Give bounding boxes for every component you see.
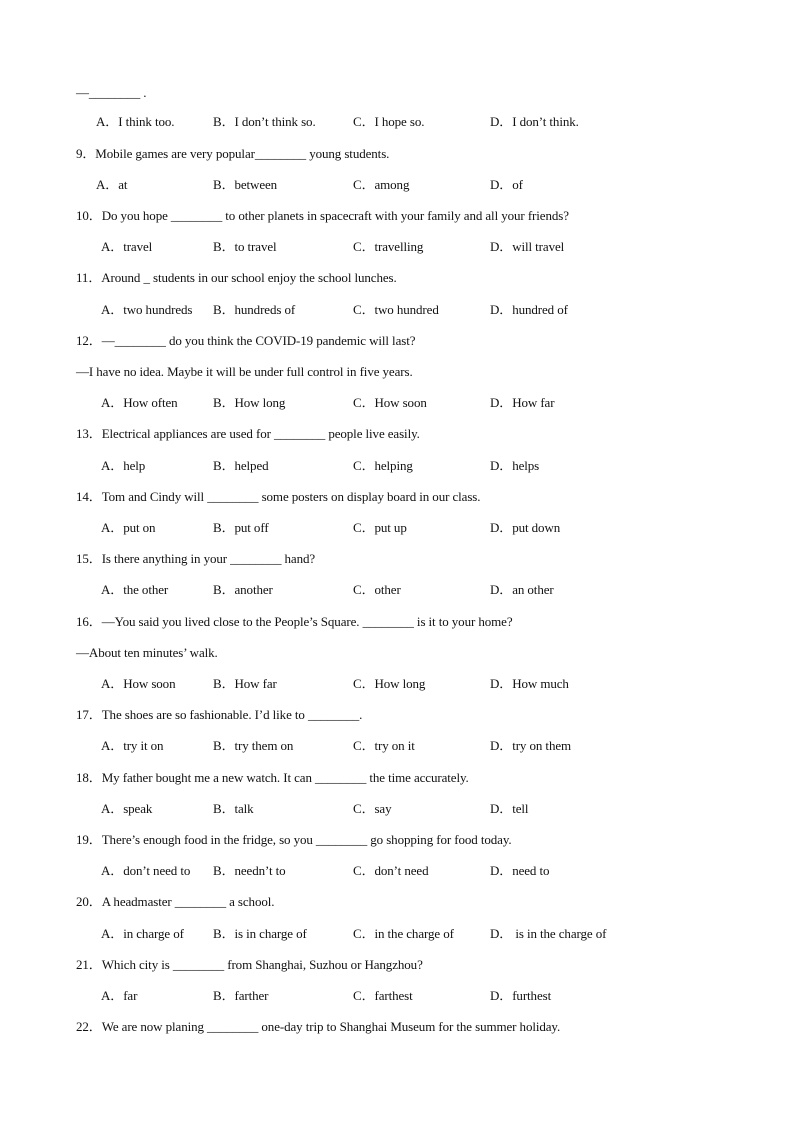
option-b: B．put off xyxy=(213,520,269,535)
question-stem: 13．Electrical appliances are used for ________ people live easily. xyxy=(76,426,420,441)
option-c: C．don’t need xyxy=(353,863,429,878)
option-a: A．travel xyxy=(101,239,153,254)
question-stem: 12．—________ do you think the COVID-19 pandemic will last? xyxy=(76,333,416,348)
option-b: B．helped xyxy=(213,458,269,473)
option-d: D．furthest xyxy=(490,988,552,1003)
option-c: C．put up xyxy=(353,520,407,535)
question-stem: 18．My father bought me a new watch. It can ________ the time accurately. xyxy=(76,770,469,785)
option-c: C．two hundred xyxy=(353,302,439,317)
question-stem: 20．A headmaster ________ a school. xyxy=(76,894,275,909)
question-stem: 15．Is there anything in your ________ hand? xyxy=(76,551,316,566)
option-d: D．of xyxy=(490,177,523,192)
option-d: D．helps xyxy=(490,458,540,473)
option-c: C．travelling xyxy=(353,239,424,254)
question-stem: —________ . xyxy=(76,85,147,100)
option-d: D．try on them xyxy=(490,738,572,753)
option-d: D．I don’t think. xyxy=(490,114,579,129)
option-a: A．far xyxy=(101,988,138,1003)
option-a: A．don’t need to xyxy=(101,863,191,878)
option-a: A．the other xyxy=(101,582,169,597)
option-a: A．speak xyxy=(101,801,153,816)
option-c: C．in the charge of xyxy=(353,926,454,941)
option-c: C．among xyxy=(353,177,410,192)
option-c: C．other xyxy=(353,582,401,597)
option-b: B．How far xyxy=(213,676,277,691)
option-d: D．hundred of xyxy=(490,302,568,317)
option-b: B．between xyxy=(213,177,278,192)
option-c: C．How long xyxy=(353,676,426,691)
option-d: D．How far xyxy=(490,395,555,410)
option-b: B．How long xyxy=(213,395,286,410)
question-stem: 14．Tom and Cindy will ________ some posters on display board in our class. xyxy=(76,489,481,504)
option-a: A．help xyxy=(101,458,146,473)
option-b: B．farther xyxy=(213,988,269,1003)
option-b: B．try them on xyxy=(213,738,294,753)
option-d: D．put down xyxy=(490,520,561,535)
question-stem: 9．Mobile games are very popular________ young students. xyxy=(76,146,390,161)
option-a: A．two hundreds xyxy=(101,302,193,317)
question-stem: 19．There’s enough food in the fridge, so you ________ go shopping for food today. xyxy=(76,832,512,847)
option-a: A．I think too. xyxy=(96,114,175,129)
question-stem: 10．Do you hope ________ to other planets in spacecraft with your family and all your friends? xyxy=(76,208,569,223)
question-stem: 22．We are now planing ________ one-day trip to Shanghai Museum for the summer holiday. xyxy=(76,1019,561,1034)
option-a: A．at xyxy=(96,177,128,192)
option-c: C．say xyxy=(353,801,392,816)
option-b: B．another xyxy=(213,582,273,597)
option-a: A．try it on xyxy=(101,738,164,753)
option-b: B．talk xyxy=(213,801,254,816)
option-d: D． is in the charge of xyxy=(490,926,607,941)
question-stem: 16．—You said you lived close to the People’s Square. ________ is it to your home? xyxy=(76,614,513,629)
question-stem: 11．Around _ students in our school enjoy the school lunches. xyxy=(76,270,397,285)
option-c: C．How soon xyxy=(353,395,427,410)
option-c: C．try on it xyxy=(353,738,415,753)
option-a: A．in charge of xyxy=(101,926,184,941)
option-d: D．tell xyxy=(490,801,529,816)
option-a: A．How soon xyxy=(101,676,176,691)
option-d: D．will travel xyxy=(490,239,565,254)
option-b: B．needn’t to xyxy=(213,863,286,878)
question-stem: 21．Which city is ________ from Shanghai, Suzhou or Hangzhou? xyxy=(76,957,423,972)
dialogue-reply: —About ten minutes’ walk. xyxy=(76,645,218,660)
option-b: B．is in charge of xyxy=(213,926,307,941)
option-b: B．I don’t think so. xyxy=(213,114,316,129)
question-stem: 17．The shoes are so fashionable. I’d like to ________. xyxy=(76,707,363,722)
option-c: C．farthest xyxy=(353,988,413,1003)
option-a: A．How often xyxy=(101,395,178,410)
option-b: B．to travel xyxy=(213,239,277,254)
option-d: D．an other xyxy=(490,582,554,597)
dialogue-reply: —I have no idea. Maybe it will be under full control in five years. xyxy=(76,364,413,379)
option-c: C．I hope so. xyxy=(353,114,425,129)
option-d: D．need to xyxy=(490,863,550,878)
option-a: A．put on xyxy=(101,520,156,535)
option-b: B．hundreds of xyxy=(213,302,296,317)
option-d: D．How much xyxy=(490,676,569,691)
option-c: C．helping xyxy=(353,458,413,473)
